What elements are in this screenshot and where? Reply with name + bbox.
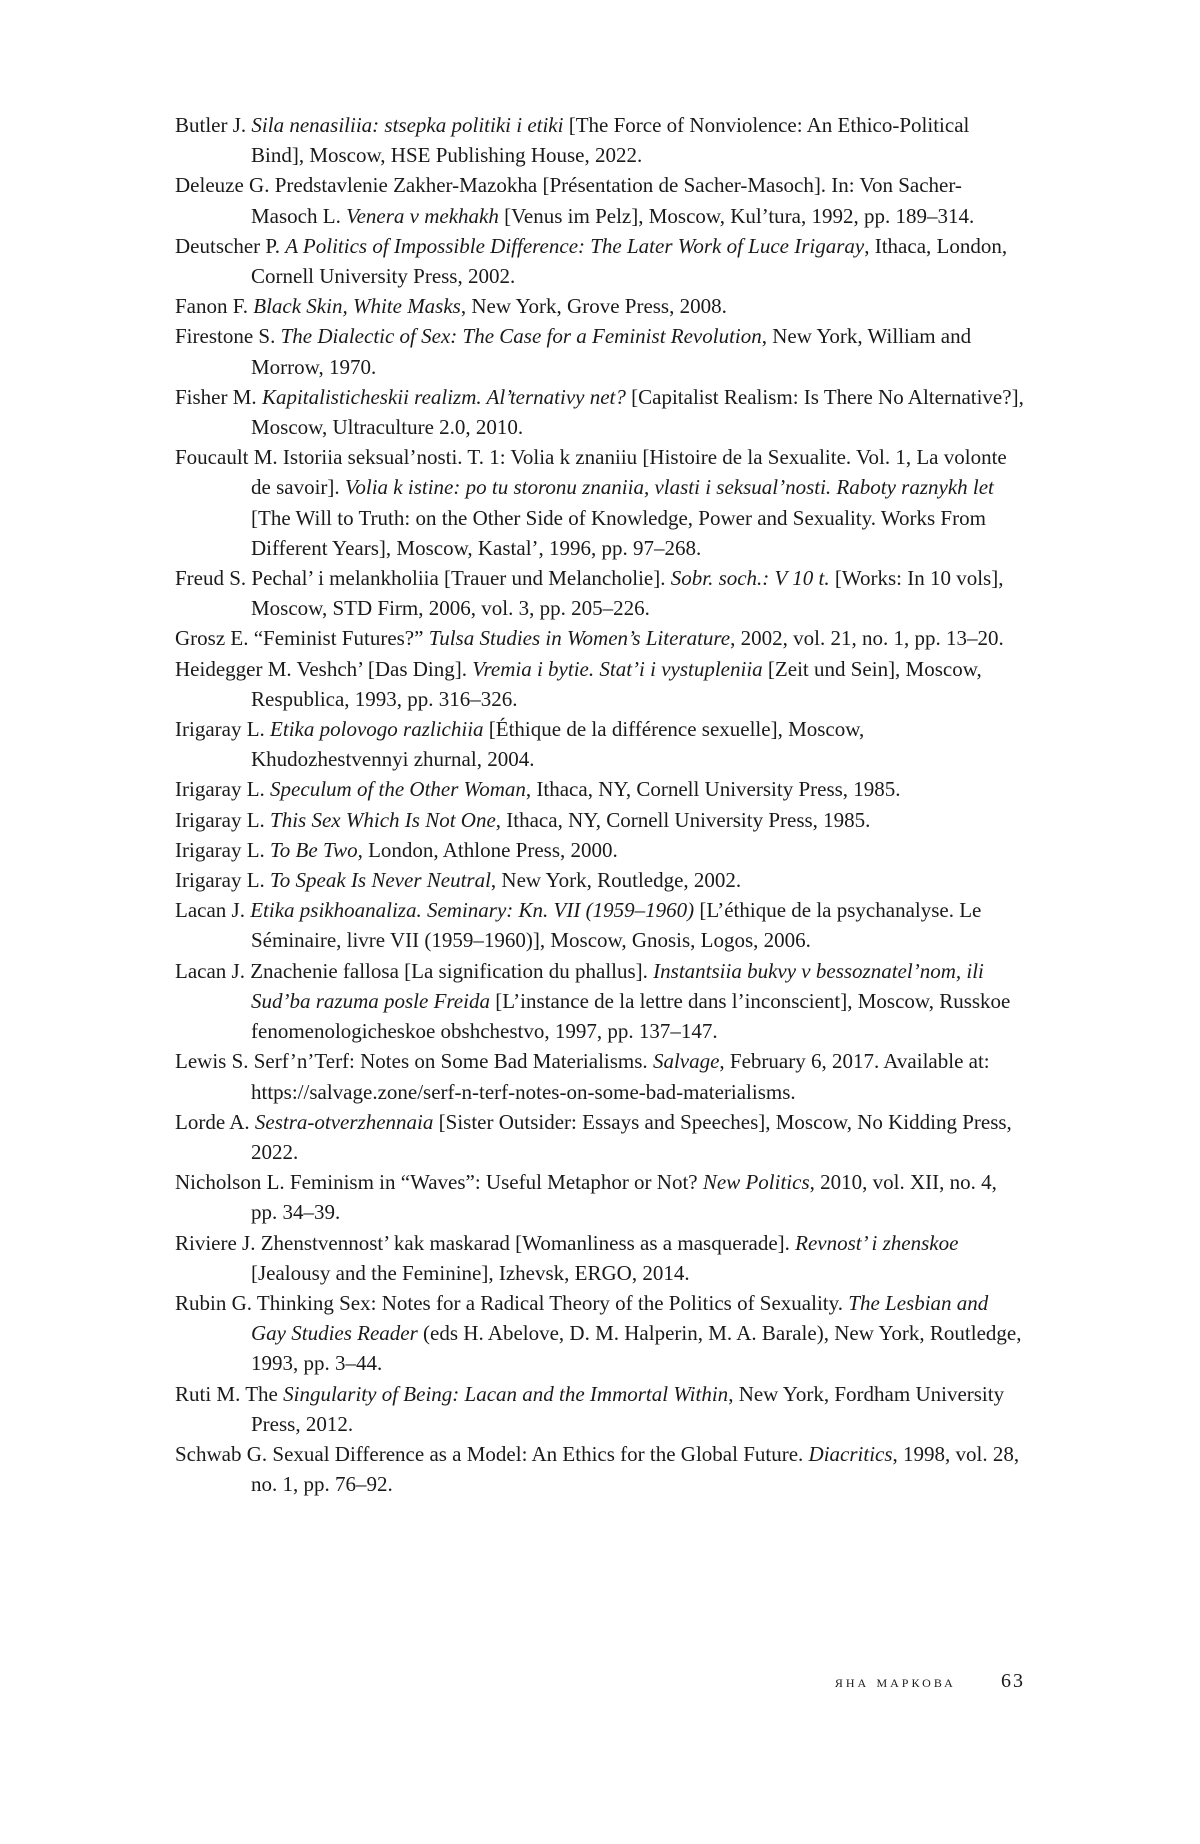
reference-entry [175, 774, 1025, 804]
reference-entry [175, 895, 1025, 955]
reference-title-italic: Salvage [652, 1049, 720, 1074]
reference-text: Fanon F. [175, 294, 254, 319]
reference-entry [175, 1439, 1025, 1499]
reference-text: Firestone S. [175, 324, 281, 349]
reference-text: Lorde A. [175, 1109, 255, 1134]
reference-text: Irigaray L. [175, 807, 271, 832]
reference-text: [The Force of Nonviolence: An Ethico-Political Bind], Moscow, HSE Publishing House, 2022. [251, 113, 970, 168]
reference-entry [175, 714, 1025, 774]
reference-text: Deleuze G. Predstavlenie Zakher-Mazokha [Présentation de Sacher-Masoch]. In: Von Sacher-Masoch L. [175, 173, 962, 228]
reference-text: Ruti M. The [175, 1381, 284, 1406]
reference-text: , New York, Fordham University Press, 2012. [251, 1381, 1005, 1436]
reference-text: [Works: In 10 vols], Moscow, STD Firm, 2006, vol. 3, pp. 205–226. [251, 566, 1004, 621]
reference-title-italic: Sila nenasiliia: stsepka politiki i etiki [251, 113, 564, 137]
reference-text: [Venus im Pelz], Moscow, Kul’tura, 1992, pp. 189–314. [498, 203, 975, 228]
reference-text: , Ithaca, NY, Cornell University Press, 1985. [525, 777, 901, 802]
reference-text: , 2010, vol. XII, no. 4, pp. 34–39. [251, 1170, 997, 1225]
reference-entry [175, 1228, 1025, 1288]
reference-text: Irigaray L. [175, 868, 271, 893]
reference-text: Riviere J. Zhenstvennost’ kak maskarad [Womanliness as a masquerade]. [175, 1230, 796, 1255]
reference-text: Irigaray L. [175, 837, 271, 862]
reference-title-italic: Volia k istine: po tu storonu znaniia, vlasti i seksual’nosti. Raboty raznykh let [344, 475, 994, 500]
reference-text: Foucault M. Istoriia seksual’nosti. T. 1: Volia k znaniiu [Histoire de la Sexualite. Vol. 1, La volonte de savoir]. [175, 445, 1007, 500]
reference-entry [175, 321, 1025, 381]
reference-entry [175, 1107, 1025, 1167]
reference-entry [175, 805, 1025, 835]
page-number: 63 [1001, 1670, 1025, 1692]
reference-entry [175, 1379, 1025, 1439]
reference-title-italic: Revnost’ i zhenskoe [795, 1230, 959, 1255]
reference-entry [175, 442, 1025, 563]
reference-text: [Jealousy and the Feminine], Izhevsk, ERGO, 2014. [251, 1260, 690, 1285]
reference-text: , Ithaca, NY, Cornell University Press, 1985. [495, 807, 871, 832]
reference-entry [175, 291, 1025, 321]
reference-text: Freud S. Pechal’ i melankholiia [Trauer und Melancholie]. [175, 566, 671, 591]
reference-text: Rubin G. Thinking Sex: Notes for a Radical Theory of the Politics of Sexuality. [175, 1290, 849, 1315]
reference-entry [175, 382, 1025, 442]
reference-text: [Zeit und Sein], Moscow, Respublica, 1993, pp. 316–326. [251, 656, 982, 711]
reference-title-italic: To Speak Is Never Neutral [270, 868, 491, 893]
reference-text: , Ithaca, London, Cornell University Press, 2002. [251, 233, 1008, 289]
reference-title-italic: The Lesbian and Gay Studies Reader [251, 1290, 989, 1346]
reference-text: , New York, Routledge, 2002. [490, 868, 742, 893]
reference-title-italic: Venera v mekhakh [346, 203, 499, 228]
reference-title-italic: Diacritics [808, 1441, 893, 1466]
reference-text: , 1998, vol. 28, no. 1, pp. 76–92. [251, 1441, 1020, 1497]
reference-title-italic: Sobr. soch.: V 10 t. [670, 566, 830, 591]
reference-text: [L’éthique de la psychanalyse. Le Séminaire, livre VII (1959–1960)], Moscow, Gnosis, Logos, 2006. [251, 898, 982, 953]
reference-entry [175, 110, 1025, 170]
reference-title-italic: The Dialectic of Sex: The Case for a Feminist Revolution [280, 324, 762, 349]
running-head-author: яна маркова [834, 1672, 956, 1691]
reference-entry [175, 1167, 1025, 1227]
reference-entry [175, 231, 1025, 291]
reference-title-italic: Kapitalisticheskii realizm. Al’ternativy net? [261, 384, 626, 409]
reference-text: Lacan J. [175, 898, 251, 923]
reference-entry [175, 563, 1025, 623]
reference-text: Schwab G. Sexual Difference as a Model: An Ethics for the Global Future. [175, 1441, 809, 1466]
reference-title-italic: Vremia i bytie. Stat’i i vystupleniia [472, 656, 763, 681]
reference-title-italic: A Politics of Impossible Difference: The Later Work of Luce Irigaray [285, 233, 865, 258]
reference-title-italic: Speculum of the Other Woman [270, 777, 526, 802]
reference-text: , 2002, vol. 21, no. 1, pp. 13–20. [730, 626, 1004, 651]
reference-text: , London, Athlone Press, 2000. [357, 837, 618, 862]
reference-entry [175, 865, 1025, 895]
reference-entry [175, 1288, 1025, 1379]
reference-text: [Capitalist Realism: Is There No Alternative?], Moscow, Ultraculture 2.0, 2010. [251, 384, 1024, 440]
reference-text: Butler J. [175, 113, 252, 137]
reference-title-italic: Black Skin, White Masks [253, 294, 461, 319]
reference-text: [Sister Outsider: Essays and Speeches], Moscow, No Kidding Press, 2022. [251, 1109, 1012, 1164]
reference-text: Heidegger M. Veshch’ [Das Ding]. [175, 656, 473, 681]
page-footer [0, 1670, 1025, 1693]
reference-text: Lacan J. Znachenie fallosa [La signification du phallus]. [175, 958, 654, 983]
reference-entry [175, 956, 1025, 1047]
reference-entry [175, 623, 1025, 653]
reference-text: Irigaray L. [175, 717, 271, 742]
reference-text: Fisher M. [175, 384, 262, 409]
reference-text: Deutscher P. [175, 233, 286, 258]
reference-title-italic: To Be Two [270, 837, 358, 862]
reference-title-italic: This Sex Which Is Not One [270, 807, 496, 832]
reference-entry [175, 170, 1025, 230]
reference-text: , New York, William and Morrow, 1970. [251, 324, 972, 379]
reference-text: Irigaray L. [175, 777, 271, 802]
reference-text: Grosz E. “Feminist Futures?” [175, 626, 429, 651]
reference-entry [175, 1046, 1025, 1106]
reference-text: [L’instance de la lettre dans l’inconscient], Moscow, Russkoe fenomenologicheskoe obshchestvo, 1997, pp. 137–147. [251, 988, 1011, 1044]
reference-title-italic: New Politics [702, 1170, 810, 1195]
reference-title-italic: Instantsiia bukvy v bessoznatel’nom, ili Sud’ba razuma posle Freida [251, 958, 984, 1013]
reference-text: [Éthique de la différence sexuelle], Moscow, Khudozhestvennyi zhurnal, 2004. [251, 717, 865, 772]
reference-entry [175, 835, 1025, 865]
reference-entry [175, 654, 1025, 714]
reference-text: [The Will to Truth: on the Other Side of Knowledge, Power and Sexuality. Works From Different Years], Moscow, Kastal’, 1996, pp. 97–268. [251, 505, 986, 560]
reference-text: , February 6, 2017. Available at: https://salvage.zone/serf-n-terf-notes-on-some-bad-materialisms. [251, 1049, 990, 1104]
reference-text: Nicholson L. Feminism in “Waves”: Useful Metaphor or Not? [175, 1170, 703, 1195]
reference-title-italic: Etika polovogo razlichiia [270, 717, 484, 742]
reference-text: Lewis S. Serf’n’Terf: Notes on Some Bad Materialisms. [175, 1049, 653, 1074]
reference-title-italic: Singularity of Being: Lacan and the Immortal Within [283, 1381, 729, 1406]
reference-text: , New York, Grove Press, 2008. [460, 294, 727, 319]
reference-list [175, 110, 1025, 1499]
reference-title-italic: Tulsa Studies in Women’s Literature [428, 626, 731, 651]
reference-title-italic: Etika psikhoanaliza. Seminary: Kn. VII (1959–1960) [250, 898, 695, 923]
reference-text: (eds H. Abelove, D. M. Halperin, M. A. Barale), New York, Routledge, 1993, pp. 3–44. [251, 1321, 1022, 1376]
reference-title-italic: Sestra-otverzhennaia [254, 1109, 434, 1134]
